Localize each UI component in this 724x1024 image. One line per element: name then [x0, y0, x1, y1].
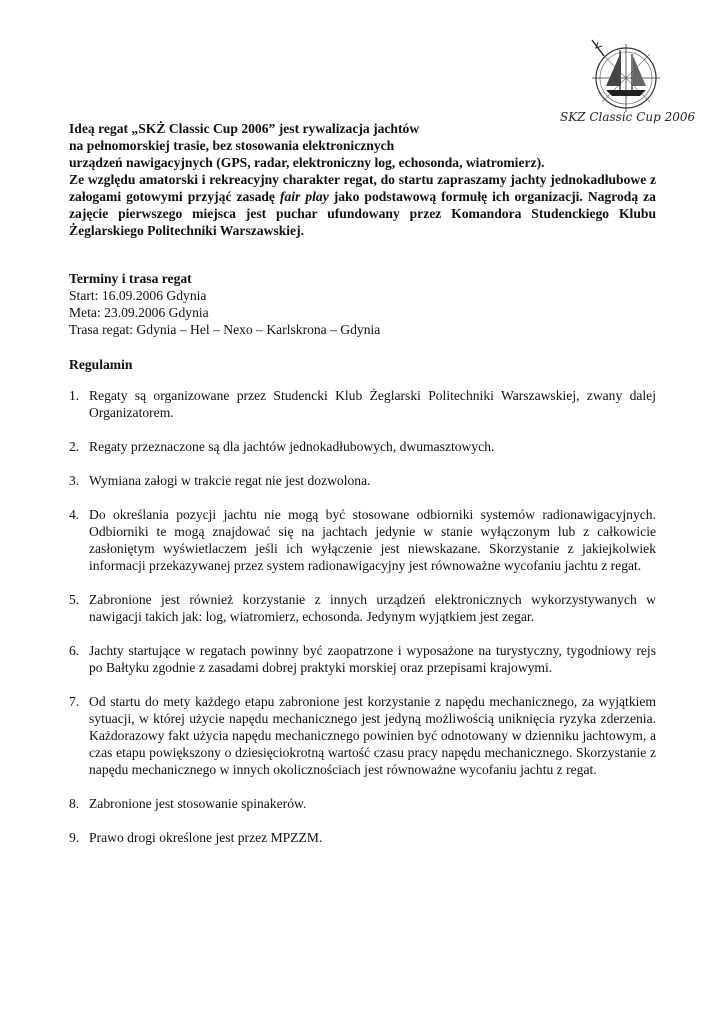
list-item — [69, 829, 656, 846]
list-item — [69, 438, 656, 455]
fair-play-phrase: fair play — [279, 189, 329, 204]
item-text: Wymiana załogi w trakcie regat nie jest dozwolona. — [89, 473, 371, 488]
item-text: Jachty startujące w regatach powinny być zaopatrzone i wyposażone na turystyczny, tygodniowy rejs po Bałtyku zgodnie z zasadami dobrej praktyki morskiej oraz przepisami krajowymi. — [89, 643, 656, 675]
terms-section — [69, 270, 656, 338]
intro-line-2: na pełnomorskiej trasie, bez stosowania elektronicznych — [69, 138, 395, 153]
item-text: Regaty są organizowane przez Studencki Klub Żeglarski Politechniki Warszawskiej, zwany dalej Organizatorem. — [89, 388, 656, 420]
list-item — [69, 472, 656, 489]
logo-text: SKZ Classic Cup 2006 — [560, 110, 696, 124]
list-item — [69, 642, 656, 676]
item-number: 2. — [69, 439, 80, 454]
item-text: Do określania pozycji jachtu nie mogą być stosowane odbiorniki systemów radionawigacyjnych. Odbiorniki te mogą znajdować się na jachtach jedynie w stanie wyłączonym lub z całkowicie zasłoniętym wyświetlaczem jeśli ich wyłączenie jest niewskazane. Skorzystanie z jakiejkolwiek informacji przekazywanej przez system radionawigacyjny jest równoważne wycofaniu jachtu z regat. — [89, 507, 656, 573]
item-text: Prawo drogi określone jest przez MPZZM. — [89, 830, 323, 845]
item-number: 1. — [69, 388, 80, 403]
item-number: 9. — [69, 830, 80, 845]
intro-line-1: Ideą regat „SKŻ Classic Cup 2006” jest rywalizacja jachtów — [69, 121, 420, 136]
list-item — [69, 693, 656, 778]
intro-paragraph — [69, 171, 656, 239]
list-item — [69, 795, 656, 812]
intro-section — [69, 120, 656, 239]
item-number: 8. — [69, 796, 80, 811]
list-item — [69, 506, 656, 574]
item-number: 3. — [69, 473, 80, 488]
regulations-list — [69, 387, 656, 863]
list-item — [69, 387, 656, 421]
item-number: 4. — [69, 507, 80, 522]
item-text: Od startu do mety każdego etapu zabronione jest korzystanie z napędu mechanicznego, za wyjątkiem sytuacji, w której użycie napędu mechanicznego jest jedyną możliwością uniknięcia ryzyka zderzenia. Każdorazowy fakt użycia napędu mechanicznego powinien być odnotowany w dzienniku jachtowym, a czas etapu powiększony o dziesięciokrotną wartość czasu pracy napędu mechanicznego. Skorzystanie z napędu mechanicznego w innych okolicznościach jest równoważne wycofaniu jachtu z regat. — [89, 694, 656, 777]
item-text: Regaty przeznaczone są dla jachtów jednokadłubowych, dwumasztowych. — [89, 439, 495, 454]
item-number: 7. — [69, 694, 80, 709]
sailing-ship-compass-icon — [586, 38, 666, 114]
terms-title: Terminy i trasa regat — [69, 271, 192, 286]
item-number: 5. — [69, 592, 80, 607]
regulations-title: Regulamin — [69, 357, 133, 372]
intro-text-after: jako podstawową formułę ich organizacji. Nagrodą za zajęcie pierwszego miejsca jest puchar ufundowany przez Komandora Studenckiego Klubu Żeglarskiego Politechniki Warszawskiej. — [69, 189, 656, 238]
route-info: Trasa regat: Gdynia – Hel – Nexo – Karlskrona – Gdynia — [69, 322, 381, 337]
item-number: 6. — [69, 643, 80, 658]
item-text: Zabronione jest stosowanie spinakerów. — [89, 796, 307, 811]
finish-info: Meta: 23.09.2006 Gdynia — [69, 305, 209, 320]
start-info: Start: 16.09.2006 Gdynia — [69, 288, 207, 303]
item-text: Zabronione jest również korzystanie z innych urządzeń elektronicznych wykorzystywanych w nawigacji takich jak: log, wiatromierz, echosonda. Jedynym wyjątkiem jest zegar. — [89, 592, 656, 624]
intro-line-3: urządzeń nawigacyjnych (GPS, radar, elektroniczny log, echosonda, wiatromierz). — [69, 155, 545, 170]
list-item — [69, 591, 656, 625]
intro-text-before: Ze względu amatorski i rekreacyjny charakter regat, do startu zapraszamy jachty jednokadłubowe z załogami gotowymi przyjąć zasadę — [69, 172, 656, 204]
